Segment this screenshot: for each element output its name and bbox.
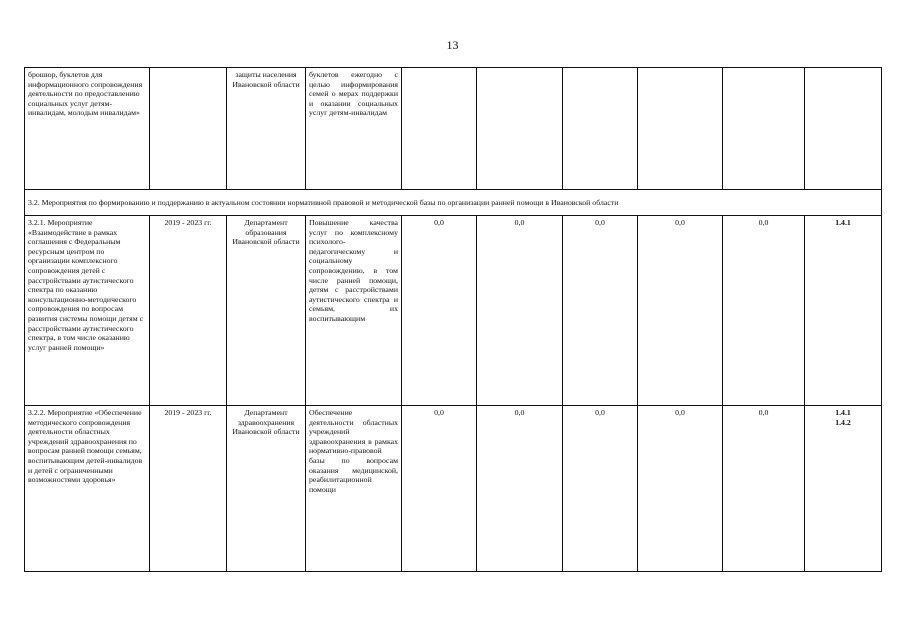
value-cell: 0,0	[563, 406, 638, 572]
value-cell: 0,0	[638, 216, 723, 406]
value-cell: 0,0	[638, 406, 723, 572]
value-cell: 0,0	[477, 216, 563, 406]
indicator-code: 1.4.2	[835, 417, 851, 427]
value-cell	[402, 68, 477, 190]
table-row	[25, 406, 882, 572]
value-cell	[563, 68, 638, 190]
value-cell: 0,0	[723, 216, 805, 406]
value-cell	[638, 68, 723, 190]
indicator-cell	[805, 216, 882, 406]
executor-cell: защиты населения Ивановской области	[227, 68, 306, 190]
value-cell: 0,0	[402, 216, 477, 406]
period-cell	[150, 68, 227, 190]
result-cell: буклетов ежегодно с целью информирования семей о мерах поддержки и оказании социальных услуг детям-инвалидам	[306, 68, 402, 190]
measure-cell: брошюр, буклетов для информационного сопровождения деятельности по предоставлению социальных услуг детям-инвалидам, молодым инвалидам»	[25, 68, 150, 190]
period-cell: 2019 - 2023 гг.	[150, 216, 227, 406]
page-number: 13	[446, 38, 459, 52]
measure-cell: 3.2.2. Мероприятие «Обеспечение методического сопровождения деятельности областных учреждений здравоохранения по вопросам ранней помощи семьям, воспитывающим детей-инвалидов и детей с ограниченными возможностями здоровья»	[25, 406, 150, 572]
value-cell: 0,0	[723, 406, 805, 572]
result-cell: Обеспечение деятельности областных учреждений здравоохранения в рамках нормативно-правовой базы по вопросам оказания медицинской, реабилитационной помощи	[306, 406, 402, 572]
section-title: 3.2. Мероприятия по формированию и поддержанию в актуальном состоянии нормативной правовой и методической базы по организации ранней помощи в Ивановской области	[25, 190, 882, 216]
indicator-cell	[805, 68, 882, 190]
value-cell: 0,0	[563, 216, 638, 406]
program-activities-table	[24, 67, 882, 572]
executor-cell: Департамент здравоохранения Ивановской области	[227, 406, 306, 572]
table-row	[25, 216, 882, 406]
value-cell: 0,0	[477, 406, 563, 572]
value-cell	[723, 68, 805, 190]
measure-cell: 3.2.1. Мероприятие «Взаимодействие в рамках соглашения с Федеральным ресурсным центром по организации комплексного сопровождения детей с расстройствами аутистического спектра по оказанию консультационно-методического сопровождения по вопросам развития системы помощи детям с расстройствами аутистического спектра, в том числе оказанию услуг ранней помощи»	[25, 216, 150, 406]
period-cell: 2019 - 2023 гг.	[150, 406, 227, 572]
executor-cell: Департамент образования Ивановской области	[227, 216, 306, 406]
table-row	[25, 68, 882, 190]
section-header-row	[25, 190, 882, 216]
value-cell: 0,0	[402, 406, 477, 572]
value-cell	[477, 68, 563, 190]
result-cell: Повышение качества услуг по комплексному психолого-педагогическому и социальному сопровождению, в том числе ранней помощи, детям с расстройствами аутистического спектра и семьям, их воспитывающим	[306, 216, 402, 406]
indicator-cell	[805, 406, 882, 572]
indicator-code: 1.4.1	[835, 218, 851, 227]
indicator-code: 1.4.1	[835, 408, 851, 417]
